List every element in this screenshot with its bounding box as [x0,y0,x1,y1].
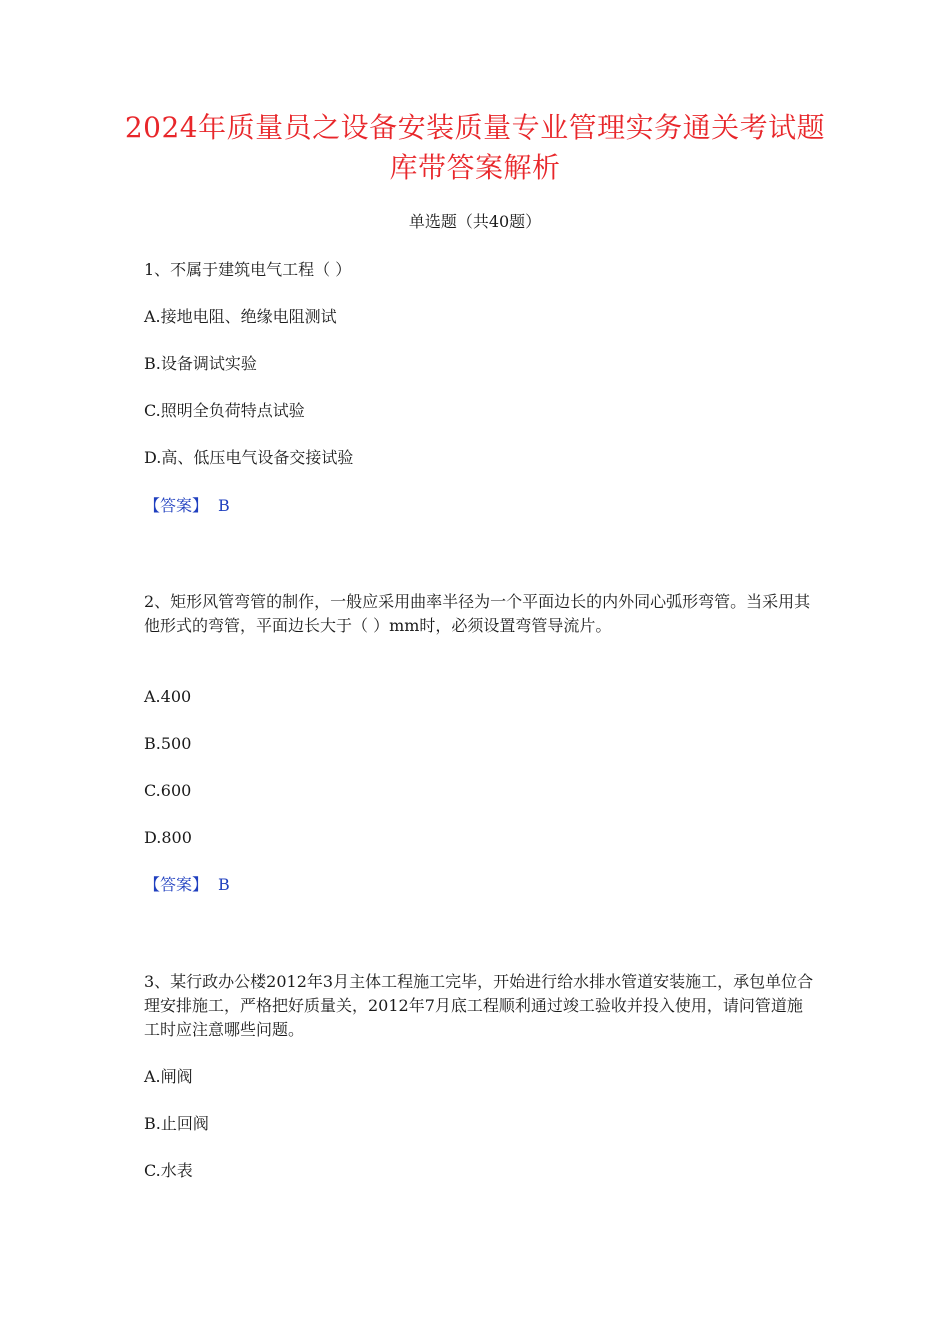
question-3-option-b: B.止回阀 [144,1114,209,1133]
question-1-option-c: C.照明全负荷特点试验 [144,401,305,420]
answer-value: B [218,496,230,515]
question-1-stem: 1、不属于建筑电气工程（ ） [144,260,352,279]
question-2-option-a: A.400 [144,687,192,706]
answer-label: 【答案】 [144,496,209,515]
question-1-answer [144,494,230,518]
section-heading: 单选题（共40题） [408,212,542,231]
answer-value: B [218,875,230,894]
document-title: 2024年质量员之设备安装质量专业管理实务通关考试题库带答案解析 [124,111,826,184]
question-2-stem: 2、矩形风管弯管的制作，一般应采用曲率半径为一个平面边长的内外同心弧形弯管。当采用其他形式的弯管，平面边长大于（ ）mm时，必须设置弯管导流片。 [144,592,811,635]
question-2-option-d: D.800 [144,828,192,847]
question-3-option-a: A.闸阀 [144,1067,193,1086]
question-3-option-c: C.水表 [144,1161,193,1180]
question-1-option-b: B.设备调试实验 [144,354,257,373]
question-2-answer [144,873,230,897]
question-2-option-b: B.500 [144,734,192,753]
question-2-option-c: C.600 [144,781,192,800]
question-3-stem: 3、某行政办公楼2012年3月主体工程施工完毕，开始进行给水排水管道安装施工，承包单位合理安排施工，严格把好质量关，2012年7月底工程顺利通过竣工验收并投入使用，请问管道施工时应注意哪些问题。 [144,972,814,1039]
question-1-option-a: A.接地电阻、绝缘电阻测试 [144,307,337,326]
answer-label: 【答案】 [144,875,209,894]
question-1-option-d: D.高、低压电气设备交接试验 [144,448,354,467]
